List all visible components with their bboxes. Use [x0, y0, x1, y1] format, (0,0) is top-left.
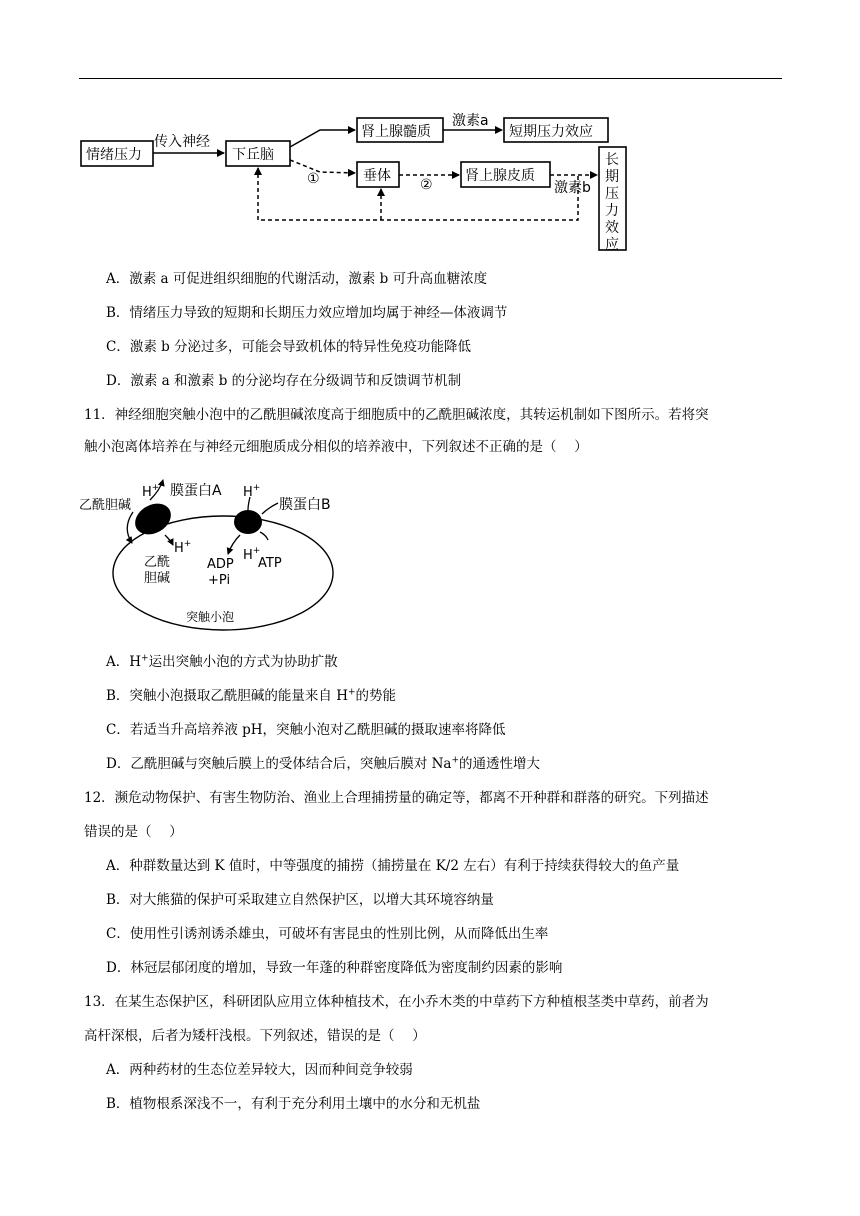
label-adrenal-cortex: 肾上腺皮质	[465, 168, 535, 184]
label-ach-outside: 乙酰胆碱	[79, 498, 132, 513]
label-hormone-b: 激素b	[554, 180, 591, 196]
membrane-protein-b	[234, 510, 262, 534]
label-ach-inside-2: 胆碱	[144, 571, 171, 586]
label-h-atp: H+	[243, 546, 261, 563]
q12-stem-line2: 错误的是（ ）	[84, 824, 183, 840]
label-protein-a: 膜蛋白A	[170, 483, 222, 499]
q10-option-d: D．激素 a 和激素 b 的分泌均存在分级调节和反馈调节机制	[106, 373, 462, 389]
label-long-term-2: 期	[605, 169, 619, 185]
q12-option-a: A．种群数量达到 K 值时，中等强度的捕捞（捕捞量在 K/2 左右）有利于持续获得较大的鱼产量	[106, 858, 680, 874]
label-short-term: 短期压力效应	[509, 124, 593, 140]
q11-option-b: B．突触小泡摄取乙酰胆碱的能量来自 H+的势能	[106, 687, 397, 704]
label-long-term-4: 力	[605, 203, 619, 219]
label-mark-2: ②	[420, 177, 433, 193]
label-h-protein-b: H+	[243, 483, 261, 500]
label-pi: +Pi	[208, 573, 231, 588]
q10-option-a: A．激素 a 可促进组织细胞的代谢活动，激素 b 可升高血糖浓度	[106, 271, 488, 287]
q13-option-a: A．两种药材的生态位差异较大，因而种间竞争较弱	[106, 1062, 413, 1078]
label-protein-b: 膜蛋白B	[279, 497, 331, 513]
label-h-outside: H+	[142, 483, 160, 500]
q11-stem-line2: 触小泡离体培养在与神经元细胞质成分相似的培养液中，下列叙述不正确的是（ ）	[84, 439, 588, 455]
q13-stem-line1: 13．在某生态保护区，科研团队应用立体种植技术，在小乔木类的中草药下方种植根茎类中草药，前者为	[84, 994, 709, 1010]
label-long-term-1: 长	[605, 152, 619, 168]
label-h-inside: H+	[174, 539, 192, 556]
label-long-term-3: 压	[605, 186, 619, 202]
label-atp: ATP	[258, 556, 282, 571]
q10-option-b: B．情绪压力导致的短期和长期压力效应增加均属于神经—体液调节	[106, 305, 508, 321]
label-hypothalamus: 下丘脑	[232, 147, 274, 163]
q11-option-a: A．H+运出突触小泡的方式为协助扩散	[106, 653, 338, 670]
q12-stem-line1: 12．濒危动物保护、有害生物防治、渔业上合理捕捞量的确定等，都离不开种群和群落的研究。下列描述	[84, 790, 709, 806]
label-emotion: 情绪压力	[86, 147, 142, 163]
q12-option-d: D．林冠层郁闭度的增加，导致一年蓬的种群密度降低为密度制约因素的影响	[106, 960, 563, 976]
q11-option-d: D．乙酰胆碱与突触后膜上的受体结合后，突触后膜对 Na+的通透性增大	[106, 755, 541, 772]
q11-option-c: C．若适当升高培养液 pH，突触小泡对乙酰胆碱的摄取速率将降低	[106, 722, 506, 738]
label-pituitary: 垂体	[363, 168, 391, 184]
label-adrenal-medulla: 肾上腺髓质	[361, 124, 431, 140]
membrane-protein-a	[130, 497, 177, 540]
q13-stem-line2: 高杆深根，后者为矮杆浅根。下列叙述，错误的是（ ）	[84, 1028, 426, 1044]
label-long-term-6: 应	[605, 237, 619, 253]
q13-option-b: B．植物根系深浅不一，有利于充分利用土壤中的水分和无机盐	[106, 1096, 481, 1112]
q11-stem-line1: 11．神经细胞突触小泡中的乙酰胆碱浓度高于细胞质中的乙酰胆碱浓度，其转运机制如下图所示。若将突	[84, 407, 709, 423]
label-adp: ADP	[207, 557, 234, 572]
label-long-term-5: 效	[605, 220, 619, 236]
q10-option-c: C．激素 b 分泌过多，可能会导致机体的特异性免疫功能降低	[106, 339, 472, 355]
label-ach-inside-1: 乙酰	[144, 555, 171, 570]
label-mark-1: ①	[307, 171, 320, 187]
q12-option-c: C．使用性引诱剂诱杀雄虫，可破坏有害昆虫的性别比例，从而降低出生率	[106, 926, 549, 942]
q12-option-b: B．对大熊猫的保护可采取建立自然保护区，以增大其环境容纳量	[106, 892, 494, 908]
label-vesicle: 突触小泡	[186, 610, 235, 624]
label-afferent: 传入神经	[154, 134, 210, 150]
label-hormone-a: 激素a	[452, 113, 489, 129]
